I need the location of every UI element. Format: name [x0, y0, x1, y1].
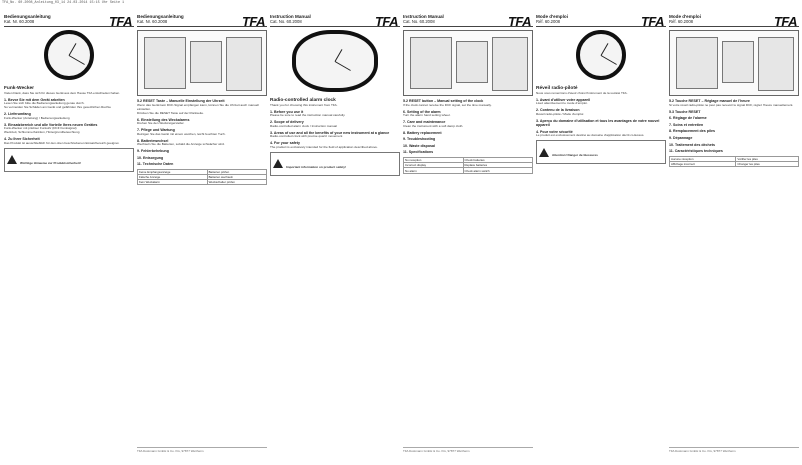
section-heading: 2. Contenu de la livraison [536, 108, 580, 113]
page-title: Mode d'emploi [669, 14, 701, 19]
warning-text: Wichtige Hinweise zur Produktsicherheit! [20, 160, 81, 165]
page-footer: TFA Dostmann GmbH & Co. KG, 97877 Wertheim [669, 447, 799, 454]
warning-icon [7, 155, 17, 164]
page-model: Cat. No. 60.2008 [403, 19, 435, 25]
divider [536, 26, 666, 27]
clock-hand [601, 55, 617, 65]
warning-icon [273, 159, 283, 168]
diagram-part [676, 37, 718, 89]
clock-diagram [403, 30, 533, 96]
body-text: Wechseln Sie die Batterien, sobald die Anzeige schwächer wird. [137, 142, 225, 147]
warning-box [536, 140, 666, 164]
section-heading: 9. Troubleshooting [403, 137, 436, 142]
warning-box [4, 148, 134, 172]
table-cell: No alarm [404, 168, 464, 173]
page-model: Réf. 60.2008 [669, 19, 693, 25]
alarm-clock-illustration [292, 30, 378, 92]
manual-page [270, 14, 400, 454]
table-cell: Batterien wechseln [207, 174, 266, 179]
manual-page [536, 14, 666, 454]
body-text: Lisez attentivement le mode d'emploi. [536, 101, 588, 106]
table-cell: Batterien prüfen [207, 169, 266, 174]
table-cell: Affichage incorrect [670, 162, 736, 167]
divider [669, 26, 799, 27]
section-heading: 2. Lieferumfang [4, 112, 31, 117]
manual-page [137, 14, 267, 454]
body-text: Nous vous remercions d'avoir choisi l'instrument de la société TFA. [536, 90, 628, 95]
clock-diagram [669, 30, 799, 96]
section-heading: 10. Waste disposal [403, 143, 436, 148]
body-text: Clean the instrument with a soft damp cloth. [403, 123, 464, 128]
table-cell: Changer les piles [736, 162, 799, 167]
warning-text: Important information on product safety! [286, 164, 346, 169]
section-heading: 5.2 RESET Taste – Manuelle Einstellung der Uhrzeit [137, 99, 225, 104]
page-footer: TFA Dostmann GmbH & Co. KG, 97877 Wertheim [403, 447, 533, 454]
body-text: Drücken Sie die RESET Taste auf der Rückseite. [137, 110, 204, 115]
section-heading: 8. Batteriewechsel [137, 138, 169, 143]
alarm-clock-illustration [44, 30, 94, 80]
clock-hand [601, 43, 609, 56]
table-cell: Keine Empfangsanzeige [138, 169, 208, 174]
brand-logo: TFA [773, 14, 797, 29]
page-title: Instruction Manual [403, 14, 444, 19]
body-text: Please be sure to read the instruction manual carefully. [270, 113, 346, 118]
divider [270, 26, 400, 27]
table-cell: Check batteries [463, 158, 532, 163]
body-text: Wenn das Gerät kein DCF-Signal empfangen kann, können Sie die Uhrzeit auch manuell einstellen. [137, 102, 259, 111]
troubleshooting-table [137, 169, 267, 186]
body-text: If the clock cannot receive the DCF signal, set the time manually. [403, 102, 492, 107]
section-heading: 7. Care and maintenance [403, 120, 446, 125]
brand-logo: TFA [374, 14, 398, 29]
diagram-part [226, 37, 262, 91]
troubleshooting-table [403, 157, 533, 174]
section-heading: 11. Technische Daten [137, 162, 174, 167]
section-heading: 11. Caractéristiques techniques [669, 149, 723, 154]
alarm-clock-illustration [576, 30, 626, 80]
section-heading: 1. Bevor Sie mit dem Gerät arbeiten [4, 97, 65, 102]
section-heading: 6. Réglage de l'alarme [669, 116, 707, 121]
table-cell: Incorrect display [404, 163, 464, 168]
body-text: So vermeiden Sie Schäden am Gerät und gefährden Ihre gesetzlichen Rechte [4, 105, 111, 110]
body-text: Funk-Wecker mit präziser Funkuhr (DCF Funksignal) [4, 126, 77, 131]
diagram-part [492, 37, 528, 91]
section-heading: 4. Pour votre sécurité [536, 129, 573, 134]
table-cell: Weckschalter prüfen [207, 180, 266, 185]
body-text: The product is exclusively intended for the field of application described above. [270, 144, 378, 149]
print-header: TFA_No. 60.2008_Anleitung_03_14 24.03.2014 15:15 Uhr Seite 1 [2, 1, 125, 5]
body-text: Radio-controlled alarm clock / Instruction manual [270, 123, 337, 128]
divider [4, 26, 134, 27]
section-heading: 5.2 Touche RESET – Réglage manuel de l'heure [669, 99, 750, 104]
section-heading: 6. Einstellung des Weckalarms [137, 117, 190, 122]
brand-logo: TFA [640, 14, 664, 29]
body-text: Radio-controlled clock with precise quartz movement [270, 134, 343, 139]
diagram-part [144, 37, 186, 89]
section-heading: 5.2 RESET button – Manual setting of the clock [403, 99, 484, 104]
page-model: Kat. Nr. 60.2008 [4, 19, 35, 25]
warning-box [270, 152, 400, 176]
clock-hand [69, 43, 77, 56]
section-heading: 1. Avant d'utiliser votre appareil [536, 97, 591, 102]
body-text: Thank you for choosing this instrument from TFA. [270, 102, 338, 107]
warning-icon [539, 148, 549, 157]
table-cell: Kein Weckalarm [138, 180, 208, 185]
diagram-part [758, 37, 794, 91]
page-model: Réf. 60.2008 [536, 19, 560, 25]
section-heading: 8. Battery replacement [403, 130, 442, 135]
diagram-part [456, 41, 488, 83]
section-heading: 5.3 Touche RESET [669, 109, 701, 114]
body-text: Lesen Sie sich bitte die Bedienungsanleitung genau durch. [4, 101, 85, 106]
page-title: Bedienungsanleitung [137, 14, 184, 19]
divider [137, 26, 267, 27]
diagram-part [410, 37, 452, 89]
table-cell: Vérifier les piles [736, 156, 799, 161]
table-cell: Falsche Anzeige [138, 174, 208, 179]
section-title: Radio-controlled alarm clock [270, 98, 336, 104]
warning-text: Attention! Danger de blessures [552, 153, 598, 158]
table-cell: Aucune réception [670, 156, 736, 161]
section-title: Funk-Wecker [4, 86, 35, 92]
section-heading: 3. Einsatzbereich und alle Vorteile Ihres neuen Gerätes [4, 122, 98, 127]
page-title: Bedienungsanleitung [4, 14, 51, 19]
section-title: Réveil radio-piloté [536, 86, 578, 92]
body-text: Turn the alarm hand setting wheel. [403, 113, 451, 118]
body-text: Réveil radio-piloté / Mode d'emploi [536, 111, 584, 116]
divider [403, 26, 533, 27]
body-text: Weckzeit, Schlummerfunktion, Hintergrundbeleuchtung [4, 130, 80, 135]
body-text: Funk-Wecker (Anleitung) / Bedienungsanleitung [4, 115, 70, 120]
brand-logo: TFA [507, 14, 531, 29]
section-heading: 3. Areas of use and all the benefits of your new instrument at a glance [270, 130, 390, 135]
page-title: Instruction Manual [270, 14, 311, 19]
diagram-part [722, 41, 754, 83]
body-text: Si votre réveil radio-piloté ne peut pas recevoir le signal DCF, réglez l'heure manuellement. [669, 102, 794, 107]
table-cell: Check alarm switch [463, 168, 532, 173]
manual-page [669, 14, 799, 454]
section-heading: 10. Entsorgung [137, 155, 164, 160]
diagram-part [190, 41, 222, 83]
body-text: Reinigen Sie das Gerät mit einem weichen, leicht feuchten Tuch. [137, 131, 226, 136]
section-heading: 9. Dépannage [669, 136, 693, 141]
section-heading: 4. Zu Ihrer Sicherheit [4, 137, 40, 142]
section-heading: 3. Aperçu du domaine d'utilisation et tous les avantages de votre nouvel appareil [536, 118, 660, 128]
brand-logo: TFA [241, 14, 265, 29]
section-heading: 7. Pflege und Wartung [137, 128, 175, 133]
table-row [138, 180, 267, 185]
clock-diagram [137, 30, 267, 96]
body-text: Le produit est exclusivement destiné au domaine d'application décrit ci-dessus. [536, 133, 645, 138]
body-text: Vielen Dank, dass Sie sich für dieses Gerät aus dem Hause TFA entschieden haben. [4, 90, 121, 95]
section-heading: 8. Remplacement des piles [669, 129, 715, 134]
brand-logo: TFA [108, 14, 132, 29]
manual-page [403, 14, 533, 454]
troubleshooting-table [669, 156, 799, 167]
page-model: Kat. Nr. 60.2008 [137, 19, 168, 25]
section-heading: 7. Soins et entretien [669, 122, 704, 127]
body-text: Drehen Sie den Weckzeigersteller. [137, 121, 185, 126]
clock-hand [69, 55, 85, 65]
section-heading: 10. Traitement des déchets [669, 142, 715, 147]
section-heading: 9. Fehlerbehebung [137, 149, 169, 154]
section-heading: 2. Scope of delivery [270, 120, 304, 125]
clock-hand [335, 61, 351, 71]
clock-hand [335, 49, 343, 62]
section-heading: 4. For your safety [270, 141, 300, 146]
manual-page [4, 14, 134, 454]
section-heading: 6. Setting of the alarm [403, 109, 441, 114]
table-cell: No reception [404, 158, 464, 163]
section-heading: 1. Before you use it [270, 109, 304, 114]
page-title: Mode d'emploi [536, 14, 568, 19]
table-row [670, 162, 799, 167]
table-row [404, 168, 533, 173]
table-cell: Replace batteries [463, 163, 532, 168]
page-model: Cat. No. 60.2008 [270, 19, 302, 25]
body-text: Das Produkt ist ausschließlich für den oben beschriebenen Einsatzbereich geeignet. [4, 140, 120, 145]
page-footer: TFA Dostmann GmbH & Co. KG, 97877 Wertheim [137, 447, 267, 454]
section-heading: 11. Specifications [403, 150, 434, 155]
